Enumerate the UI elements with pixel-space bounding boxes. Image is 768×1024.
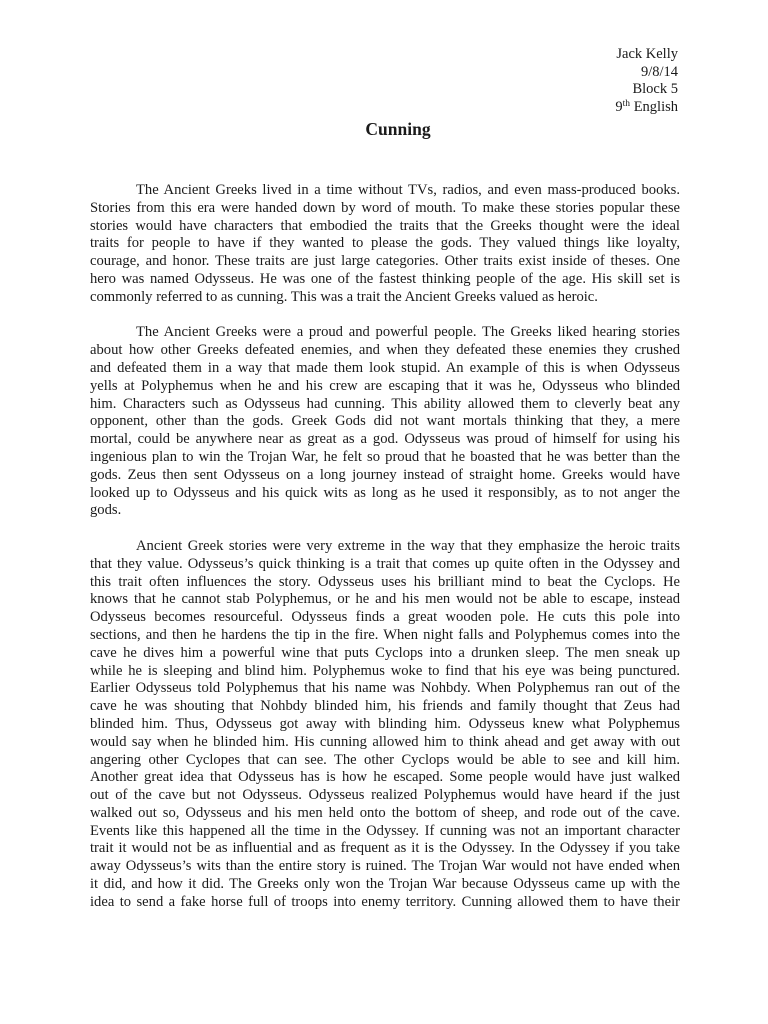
paragraph-line: and defeated them in a way that made them look stupid. An example of this is when Odysseus: [90, 359, 680, 376]
paragraph-line: The Ancient Greeks lived in a time without TVs, radios, and even mass-produced books.: [136, 182, 680, 198]
paragraph-line: traits for people to have if they wanted to please the gods. They valued things like loyalty,: [90, 235, 680, 252]
paragraph-line: Ancient Greek stories were very extreme in the way that they emphasize the heroic traits: [136, 537, 680, 554]
course-label: English: [630, 98, 678, 115]
class-block: Block 5: [632, 81, 678, 98]
paragraph-line: blinded him. Thus, Odysseus got away with blinding him. Odysseus knew what Polyphemus: [90, 715, 680, 732]
paragraph-line: that they value. Odysseus’s quick thinking is a trait that comes up quite often in the Odyssey and: [90, 555, 680, 572]
essay-date: 9/8/14: [640, 63, 678, 80]
course-name: [615, 99, 678, 119]
paragraph-line: knows that he cannot stab Polyphemus, or he and his men would not be able to escape, instead: [90, 591, 680, 608]
essay-paragraph: [90, 182, 680, 307]
paragraph-line: him. Characters such as Odysseus had cunning. This ability allowed them to cleverly beat any: [90, 395, 680, 412]
paragraph-line: looked up to Odysseus and his quick wits as long as he used it responsibly, as to not anger the: [90, 484, 680, 501]
paragraph-line: away Odysseus’s wits than the entire story is ruined. The Trojan War would not have ended when: [90, 858, 680, 875]
paragraph-line: opponent, other than the gods. Greek Gods did not want mortals thinking that they, a mere: [90, 413, 680, 430]
paragraph-line: yells at Polyphemus when he and his crew are escaping that it was he, Odysseus who blinded: [90, 377, 680, 394]
paragraph-line: gods.: [90, 502, 122, 519]
student-header: [615, 46, 678, 118]
paragraph-line: idea to send a fake horse full of troops into enemy territory. Cunning allowed them to have their: [90, 893, 680, 910]
essay-title: Cunning: [365, 119, 431, 139]
paragraph-line: it did, and how it did. The Greeks only won the Trojan War because Odysseus came up with the: [90, 876, 680, 893]
paragraph-line: gods. Zeus then sent Odysseus on a long journey instead of straight home. Greeks would have: [90, 466, 680, 483]
paragraph-line: hero was named Odysseus. He was one of the fastest thinking people of the age. His skill set is: [90, 270, 680, 287]
paragraph-line: about how other Greeks defeated enemies, and when they defeated these enemies they crushed: [90, 342, 680, 359]
essay-body: [90, 182, 680, 929]
paragraph-line: courage, and honor. These traits are just large categories. Other traits exist inside of theses. One: [90, 253, 680, 270]
paragraph-line: sections, and then he hardens the tip in the fire. When night falls and Polyphemus comes into the: [90, 626, 680, 643]
grade-suffix: th: [622, 98, 631, 109]
paragraph-line: stories would have characters that embodied the traits that the Greeks thought were the ideal: [90, 217, 680, 234]
paragraph-line: The Ancient Greeks were a proud and powerful people. The Greeks liked hearing stories: [136, 324, 680, 341]
paragraph-line: angering other Cyclopes that can see. The other Cyclops would be able to see and kill him.: [90, 751, 680, 768]
paragraph-line: ingenious plan to win the Trojan War, he felt so proud that he boasted that he was better than the: [90, 448, 680, 465]
paragraph-line: would say when he blinded him. His cunning allowed him to think ahead and get away with out: [90, 733, 680, 750]
paragraph-line: out of the cave but not Odysseus. Odysseus realized Polyphemus would have heard if the just: [90, 787, 680, 804]
paragraph-line: cave he dives him a powerful wine that puts Cyclops into a drunken sleep. The men sneak up: [90, 644, 680, 661]
paragraph-line: mortal, could be anywhere near as great as a god. Odysseus was proud of himself for using his: [90, 431, 680, 448]
author-name: Jack Kelly: [616, 46, 678, 62]
essay-paragraph: [90, 324, 680, 520]
paragraph-line: trait it would not be as influential and as frequent as it is the Odyssey. In the Odyssey if you take: [90, 840, 680, 857]
paragraph-line: cave he was shouting that Nohbdy blinded him, his friends and family thought that Zeus had: [90, 698, 680, 715]
grade-number: 9: [615, 98, 623, 115]
essay-paragraph: [90, 538, 680, 912]
paragraph-line: commonly referred to as cunning. This was a trait the Ancient Greeks valued as heroic.: [90, 288, 598, 305]
paragraph-line: walked out so, Odysseus and his men held onto the bottom of sheep, and rode out of the cave.: [90, 804, 680, 821]
paragraph-line: this trait often influences the story. Odysseus uses his brilliant mind to beat the Cyclops. He: [90, 573, 680, 590]
paragraph-line: while he is sleeping and blind him. Polyphemus woke to find that his eye was being punctured.: [90, 662, 680, 679]
paragraph-line: Events like this happened all the time in the Odyssey. If cunning was not an important character: [90, 822, 680, 839]
paragraph-line: Earlier Odysseus told Polyphemus that his name was Nohbdy. When Polyphemus ran out of the: [90, 680, 680, 697]
paragraph-line: Another great idea that Odysseus has is how he escaped. Some people would have just walked: [90, 769, 680, 786]
paragraph-line: Stories from this era were handed down by word of mouth. To make these stories popular these: [90, 199, 680, 216]
paragraph-line: Odysseus becomes resourceful. Odysseus finds a great wooden pole. He cuts this pole into: [90, 609, 680, 626]
